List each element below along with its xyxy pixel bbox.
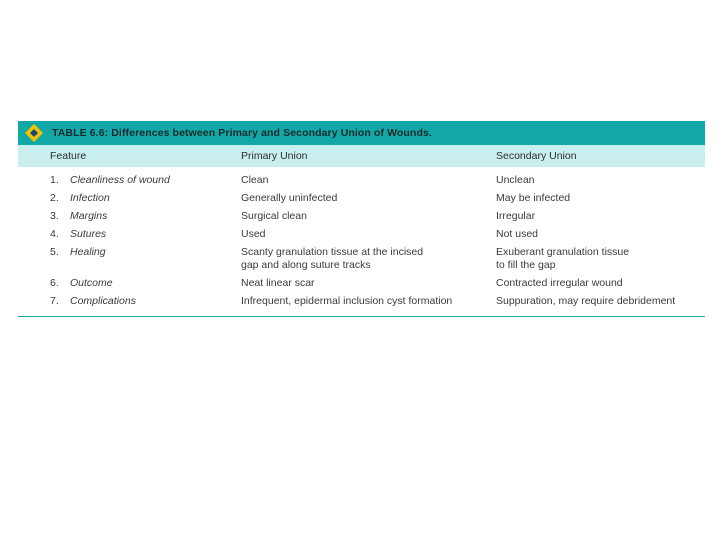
row-feature: Complications xyxy=(70,295,136,307)
table-row xyxy=(18,208,705,226)
row-feature: Sutures xyxy=(70,228,107,240)
row-number: 5. xyxy=(50,246,59,258)
table-title: TABLE 6.6: Differences between Primary and Secondary Union of Wounds. xyxy=(52,127,432,139)
secondary-union-text: Unclean xyxy=(496,174,535,186)
secondary-union-text: Contracted irregular wound xyxy=(496,277,623,289)
row-secondary-union xyxy=(496,246,701,272)
table-block xyxy=(18,121,705,317)
row-number: 1. xyxy=(50,174,59,186)
row-primary-union xyxy=(241,246,486,272)
table-row xyxy=(18,275,705,293)
row-primary-union xyxy=(241,228,486,241)
row-number: 3. xyxy=(50,210,59,222)
secondary-union-text: Suppuration, may require debridement xyxy=(496,295,676,307)
table-row xyxy=(18,172,705,190)
table-title-bar xyxy=(18,121,705,145)
row-number: 2. xyxy=(50,192,59,204)
row-secondary-union xyxy=(496,277,701,290)
primary-union-text: Generally uninfected xyxy=(241,192,338,204)
row-feature: Margins xyxy=(70,210,108,222)
primary-union-text: Surgical clean xyxy=(241,210,307,222)
row-primary-union xyxy=(241,174,486,187)
row-number: 4. xyxy=(50,228,59,240)
row-secondary-union xyxy=(496,228,701,241)
header-secondary-union: Secondary Union xyxy=(496,150,577,162)
primary-union-text: Clean xyxy=(241,174,269,186)
row-number: 7. xyxy=(50,295,59,307)
row-feature: Healing xyxy=(70,246,106,258)
diamond-icon xyxy=(25,124,43,142)
primary-union-text: gap and along suture tracks xyxy=(241,259,371,271)
row-secondary-union xyxy=(496,192,701,205)
header-primary-union: Primary Union xyxy=(241,150,308,162)
table-row xyxy=(18,293,705,311)
table-body xyxy=(18,167,705,317)
table-row xyxy=(18,190,705,208)
table-row xyxy=(18,244,705,275)
row-feature: Outcome xyxy=(70,277,113,289)
table-row xyxy=(18,226,705,244)
row-primary-union xyxy=(241,192,486,205)
row-primary-union xyxy=(241,210,486,223)
row-secondary-union xyxy=(496,210,701,223)
secondary-union-text: Not used xyxy=(496,228,539,240)
table-header-row xyxy=(18,145,705,167)
secondary-union-text: Exuberant granulation tissue xyxy=(496,246,630,258)
secondary-union-text: to fill the gap xyxy=(496,259,556,271)
secondary-union-text: Irregular xyxy=(496,210,536,222)
primary-union-text: Scanty granulation tissue at the incised xyxy=(241,246,424,258)
row-number: 6. xyxy=(50,277,59,289)
primary-union-text: Used xyxy=(241,228,266,240)
row-primary-union xyxy=(241,295,486,308)
row-feature: Cleanliness of wound xyxy=(70,174,170,186)
primary-union-text: Neat linear scar xyxy=(241,277,315,289)
row-primary-union xyxy=(241,277,486,290)
header-feature: Feature xyxy=(50,150,87,162)
row-feature: Infection xyxy=(70,192,110,204)
row-secondary-union xyxy=(496,174,701,187)
primary-union-text: Infrequent, epidermal inclusion cyst formation xyxy=(241,295,453,307)
secondary-union-text: May be infected xyxy=(496,192,571,204)
row-secondary-union xyxy=(496,295,701,308)
